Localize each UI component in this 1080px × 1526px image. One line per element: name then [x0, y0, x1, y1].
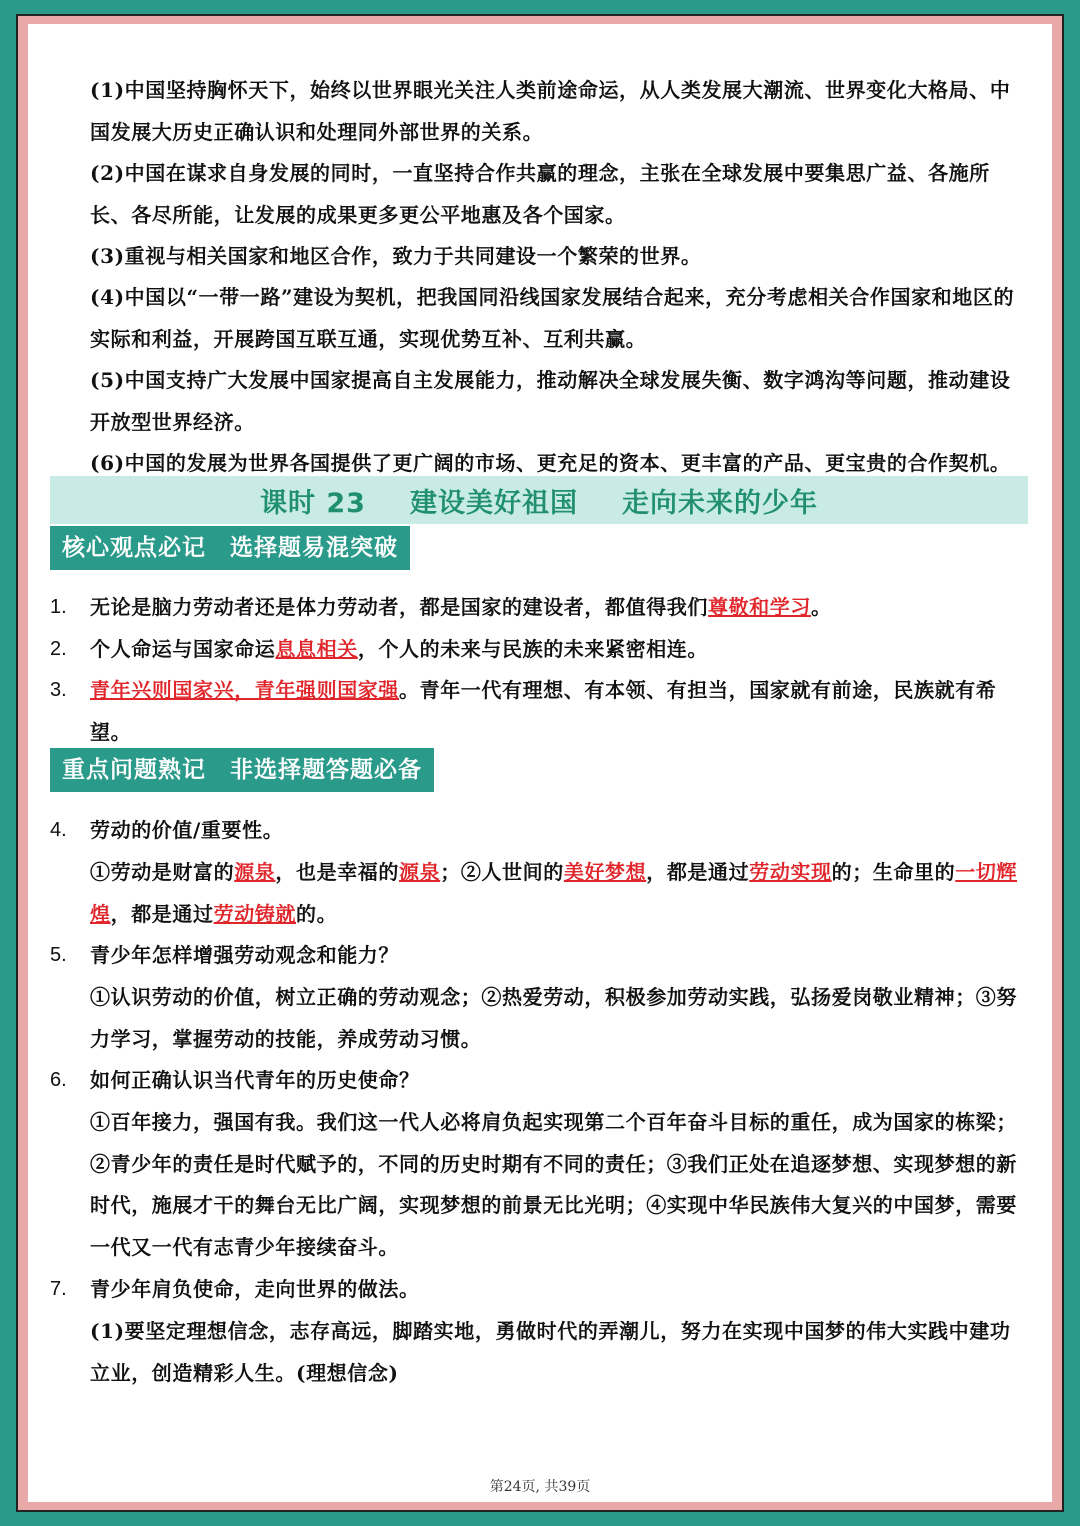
question-6-title: 如何正确认识当代青年的历史使命？: [90, 1068, 420, 1092]
section-header-core: 核心观点必记 选择题易混突破: [50, 526, 410, 570]
question-5-answer: ①认识劳动的价值，树立正确的劳动观念；②热爱劳动，积极参加劳动实践，弘扬爱岗敬业精神；③努力学习，掌握劳动的技能，养成劳动习惯。: [90, 985, 1017, 1051]
section-header-key-questions: 重点问题熟记 非选择题答题必备: [50, 748, 434, 792]
top-item-1: (1)中国坚持胸怀天下，始终以世界眼光关注人类前途命运，从人类发展大潮流、世界变化大格局、中国发展大历史正确认识和处理同外部世界的关系。: [90, 78, 1011, 144]
highlight-text: 尊敬和学习: [708, 595, 811, 619]
page-number-footer: 第24页, 共39页: [489, 1479, 591, 1495]
list-number: 2.: [50, 638, 67, 660]
question-4-answer: ①劳动是财富的源泉，也是幸福的源泉；②人世间的美好梦想，都是通过劳动实现的；生命里的一切辉煌，都是通过劳动铸就的。: [90, 860, 1018, 926]
question-7-title: 青少年肩负使命，走向世界的做法。: [90, 1277, 420, 1301]
lesson-title-bar: [50, 476, 1028, 524]
document-page: [28, 24, 1052, 1502]
question-6-answer: ①百年接力，强国有我。我们这一代人必将肩负起实现第二个百年奋斗目标的重任，成为国家的栋梁；②青少年的责任是时代赋予的，不同的历史时期有不同的责任；③我们正处在追逐梦想、实现梦想的新时代，施展才干的舞台无比广阔，实现梦想的前景无比光明；④实现中华民族伟大复兴的中国梦，需要一代又一代有志青少年接续奋斗。: [90, 1110, 1017, 1259]
list-number: 5.: [50, 944, 67, 966]
question-4-title: 劳动的价值/重要性。: [90, 818, 284, 842]
top-item-5: (5)中国支持广大发展中国家提高自主发展能力，推动解决全球发展失衡、数字鸿沟等问题，推动建设开放型世界经济。: [90, 368, 1011, 434]
question-5-title: 青少年怎样增强劳动观念和能力？: [90, 943, 399, 967]
lesson-number: 课时 23: [260, 487, 366, 519]
list-number: 6.: [50, 1069, 67, 1091]
core-point-3: 青年兴则国家兴，青年强则国家强。青年一代有理想、有本领、有担当，国家就有前途，民族就有希望。: [90, 678, 997, 744]
list-number: 1.: [50, 596, 67, 618]
list-number: 3.: [50, 679, 67, 701]
lesson-title-2: 走向未来的少年: [621, 487, 818, 519]
list-number: 4.: [50, 819, 67, 841]
question-7-answer: (1)要坚定理想信念，志存高远，脚踏实地，勇做时代的弄潮儿，努力在实现中国梦的伟大实践中建功立业，创造精彩人生。(理想信念): [90, 1319, 1011, 1385]
top-item-2: (2)中国在谋求自身发展的同时，一直坚持合作共赢的理念，主张在全球发展中要集思广益、各施所长、各尽所能，让发展的成果更多更公平地惠及各个国家。: [90, 161, 990, 227]
highlight-text: 青年兴则国家兴，青年强则国家强: [90, 678, 399, 702]
top-item-6: (6)中国的发展为世界各国提供了更广阔的市场、更充足的资本、更丰富的产品、更宝贵的合作契机。: [90, 451, 1011, 475]
core-point-1: 无论是脑力劳动者还是体力劳动者，都是国家的建设者，都值得我们尊敬和学习。: [90, 595, 832, 619]
top-item-4: (4)中国以“一带一路”建设为契机，把我国同沿线国家发展结合起来，充分考虑相关合作国家和地区的实际和利益，开展跨国互联互通，实现优势互补、互利共赢。: [90, 285, 1015, 351]
list-number: 7.: [50, 1278, 67, 1300]
core-point-2: 个人命运与国家命运息息相关，个人的未来与民族的未来紧密相连。: [90, 637, 709, 661]
lesson-title-1: 建设美好祖国: [409, 487, 578, 519]
top-item-3: (3)重视与相关国家和地区合作，致力于共同建设一个繁荣的世界。: [90, 244, 702, 268]
highlight-text: 息息相关: [275, 637, 358, 661]
